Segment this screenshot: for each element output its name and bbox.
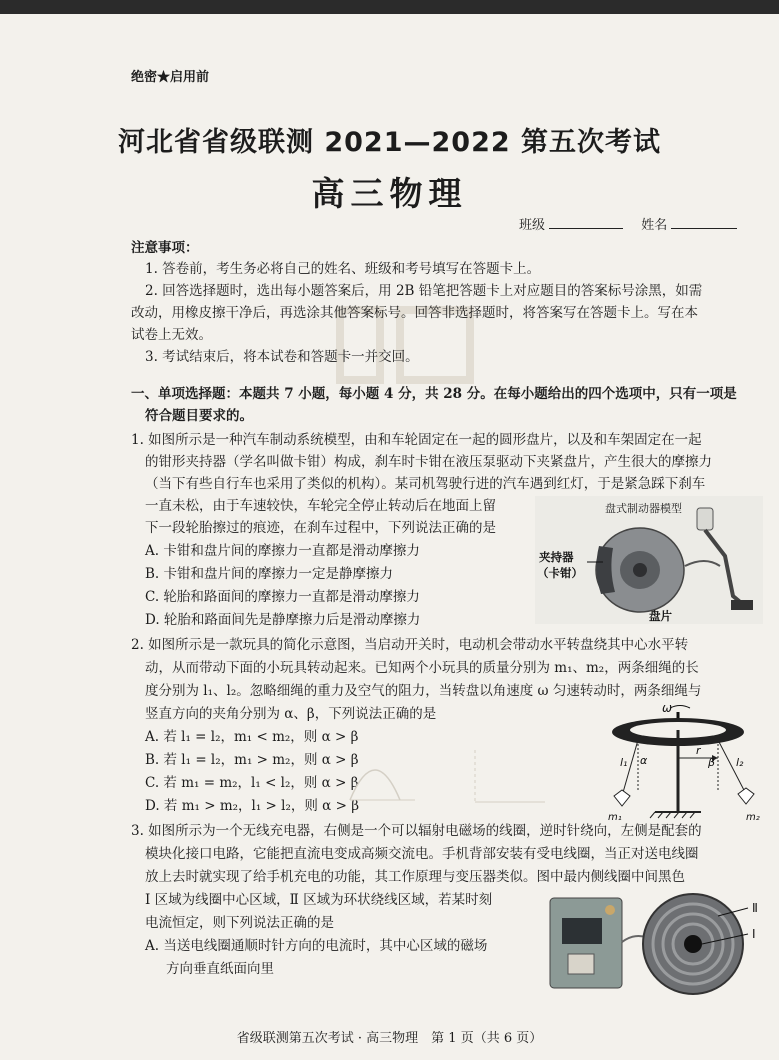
q1-option-c: C. 轮胎和路面间的摩擦力一直都是滑动摩擦力 <box>145 589 420 605</box>
wireless-charger-figure <box>548 890 770 1002</box>
l1-label: l₁ <box>620 756 628 769</box>
bleed-through-graph <box>345 740 555 810</box>
q2-line2: 动，从而带动下面的小玩具转动起来。已知两个小玩具的质量分别为 m₁、m₂，两条细绳的长 <box>145 660 699 676</box>
spinning-toy-figure <box>600 700 768 822</box>
clamp-label: 夹持器 <box>539 550 574 564</box>
q1-line4: 一直未松，由于车速较快，车轮完全停止转动后在地面上留 <box>145 498 496 514</box>
l2-label: l₂ <box>736 756 744 769</box>
disc-brake-figure <box>535 496 763 624</box>
section-heading-line1: 一、单项选择题：本题共 7 小题，每小题 4 分，共 28 分。在每小题给出的四个选项中，只有一项是 <box>131 386 737 402</box>
r-label: r <box>696 744 701 757</box>
clamp-label-sub: （卡钳） <box>537 566 583 580</box>
page-footer: 省级联测第五次考试 · 高三物理 第 1 页（共 6 页） <box>236 1031 543 1046</box>
alpha-label: α <box>640 754 648 767</box>
q1-option-a: A. 卡钳和盘片间的摩擦力一直都是滑动摩擦力 <box>145 543 420 559</box>
scan-top-edge <box>0 0 779 14</box>
section-heading <box>131 383 761 427</box>
zone-1-label: Ⅰ <box>752 927 756 941</box>
q3-option-a-line2: 方向垂直纸面向里 <box>166 961 274 977</box>
notice-item-2-line2: 改动，用橡皮擦干净后，再选涂其他答案标号。回答非选择题时，将答案写在答题卡上。写在本 <box>131 305 698 321</box>
q2-option-c: C. 若 m₁ = m₂，l₁ < l₂，则 α > β <box>145 775 359 791</box>
q2-option-b: B. 若 l₁ = l₂，m₁ > m₂，则 α > β <box>145 752 359 768</box>
beta-label: β <box>708 756 716 769</box>
q2-line4: 竖直方向的夹角分别为 α、β，下列说法正确的是 <box>145 706 437 722</box>
name-blank <box>671 216 737 229</box>
notice-item-3: 3. 考试结束后，将本试卷和答题卡一并交回。 <box>145 349 419 365</box>
q1-option-b: B. 卡钳和盘片间的摩擦力一定是静摩擦力 <box>145 566 394 582</box>
m1-label: m₁ <box>608 812 622 822</box>
q2-option-d: D. 若 m₁ > m₂，l₁ > l₂，则 α > β <box>145 798 359 814</box>
disc-brake-caption: 盘式制动器模型 <box>605 502 682 515</box>
q1-line3: （当下有些自行车也采用了类似的机构）。某司机驾驶行进的汽车遇到红灯，于是紧急踩下刹车 <box>145 476 706 492</box>
subject-title: 高三物理 <box>311 174 468 213</box>
q1-option-d: D. 轮胎和路面间先是静摩擦力后是滑动摩擦力 <box>145 612 421 628</box>
notice-item-2-line1: 2. 回答选择题时，选出每小题答案后，用 2B 铅笔把答题卡上对应题目的答案标号涂黑，如需 <box>145 283 703 299</box>
zone-2-label: Ⅱ <box>752 901 758 915</box>
q3-line4: Ⅰ 区域为线圈中心区域，Ⅱ 区域为环状绕线区域，若某时刻 <box>145 892 493 908</box>
notice-item-1: 1. 答卷前，考生务必将自己的姓名、班级和考号填写在答题卡上。 <box>145 261 541 277</box>
q3-line1: 3. 如图所示为一个无线充电器，右侧是一个可以辐射电磁场的线圈，逆时针绕向，左侧是配套的 <box>131 823 702 839</box>
q1-line1: 1. 如图所示是一种汽车制动系统模型，由和车轮固定在一起的圆形盘片，以及和车架固定在一起 <box>131 432 702 448</box>
name-label: 姓名 <box>641 218 668 233</box>
coil-center-region-shape <box>684 935 702 953</box>
q3-line5: 电流恒定，则下列说法正确的是 <box>145 915 334 931</box>
q1-line5: 下一段轮胎擦过的痕迹，在刹车过程中，下列说法正确的是 <box>145 520 496 536</box>
class-name-line <box>519 214 737 233</box>
q3-line3: 放上去时就实现了给手机充电的功能，其工作原理与变压器类似。图中最内侧线圈中间黑色 <box>145 869 685 885</box>
q3-line2: 模块化接口电路，它能把直流电变成高频交流电。手机背部安装有受电线圈，当正对送电线圈 <box>145 846 699 862</box>
toy-m2-shape <box>738 788 754 804</box>
disc-label: 盘片 <box>649 609 672 623</box>
notice-heading: 注意事项： <box>131 240 199 256</box>
confidential-label: 绝密★启用前 <box>131 70 210 85</box>
exam-title: 河北省省级联测 2021—2022 第五次考试 <box>117 127 662 158</box>
section-heading-line2: 符合题目要求的。 <box>145 408 253 424</box>
m2-label: m₂ <box>746 812 760 822</box>
class-label: 班级 <box>519 218 546 233</box>
q3-option-a-line1: A. 当送电线圈通顺时针方向的电流时，其中心区域的磁场 <box>145 938 488 954</box>
q1-line2: 的钳形夹持器（学名叫做卡钳）构成，刹车时卡钳在液压泵驱动下夹紧盘片，产生很大的摩擦力 <box>145 454 712 470</box>
omega-label: ω <box>662 701 673 715</box>
toy-m1-shape <box>614 790 630 806</box>
notice-item-2-line3: 试卷上无效。 <box>131 327 212 343</box>
q2-option-a: A. 若 l₁ = l₂，m₁ < m₂，则 α > β <box>145 729 359 745</box>
fluid-reservoir-shape <box>697 508 713 530</box>
q2-line3: 度分别为 l₁、l₂。忽略细绳的重力及空气的阻力，当转盘以角速度 ω 匀速转动时，两条细绳与 <box>145 683 702 699</box>
q2-line1: 2. 如图所示是一款玩具的简化示意图，当启动开关时，电动机会带动水平转盘绕其中心水平转 <box>131 637 689 653</box>
class-blank <box>549 216 623 229</box>
